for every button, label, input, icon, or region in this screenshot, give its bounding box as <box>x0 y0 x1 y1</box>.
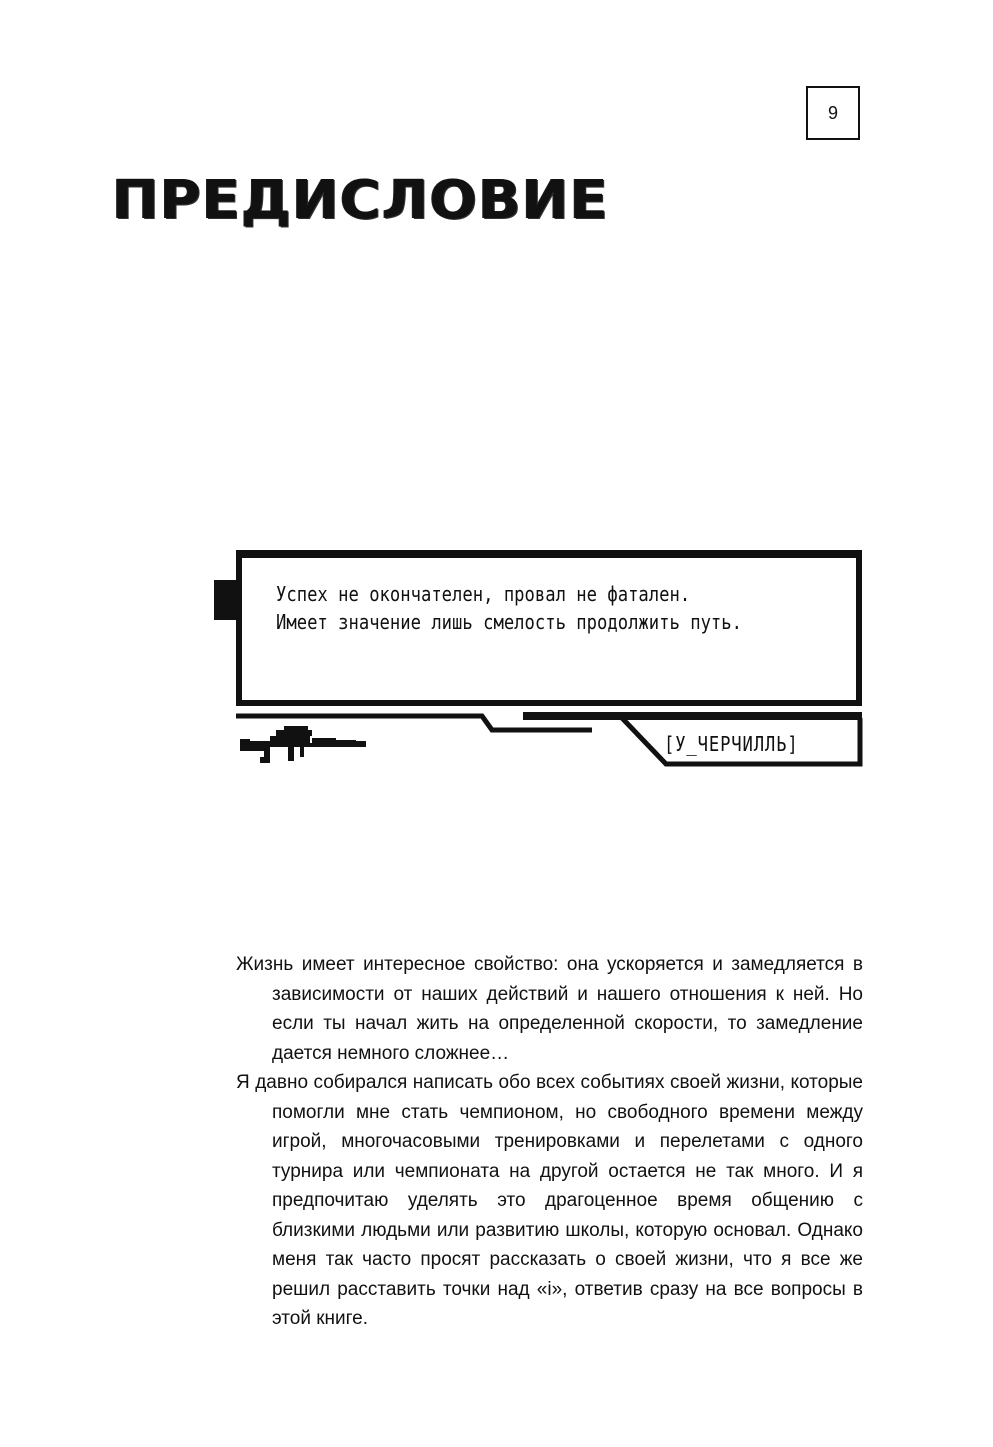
body-text <box>236 950 863 1334</box>
page-number-text: 9 <box>827 102 838 123</box>
quote-line-2: Имеет значение лишь смелость продолжить путь. <box>276 610 742 634</box>
quote-author: [У_ЧЕРЧИЛЛЬ] <box>664 732 799 756</box>
paragraph-2: Я давно собирался написать обо всех событиях своей жизни, которые помогли мне стать чемпионом, но свободного времени между игрой, многочасовыми тренировками и перелетами с одного турнира или чемпионата на другой остается не так много. И я предпочитаю уделять это драгоценное время общению с близкими людьми или развитию школы, которую основал. Однако меня так часто просят рассказать о своей жизни, что я все же решил расставить точки над «i», ответив сразу на все вопросы в этой книге. <box>236 1072 863 1329</box>
quote-line-1: Успех не окончателен, провал не фатален. <box>276 582 691 606</box>
sniper-rifle-icon <box>240 726 366 763</box>
paragraph-1: Жизнь имеет интересное свойство: она ускоряется и замедляется в зависимости от наших действий и нашего отношения к ней. Но если ты начал жить на определенной скорости, то замедление дается немного сложнее… <box>236 954 863 1064</box>
chapter-title: ПРЕДИСЛОВИЕ <box>112 169 609 232</box>
divider-right-bar <box>523 712 862 720</box>
page-number <box>806 86 860 140</box>
epigraph-block <box>214 550 864 770</box>
